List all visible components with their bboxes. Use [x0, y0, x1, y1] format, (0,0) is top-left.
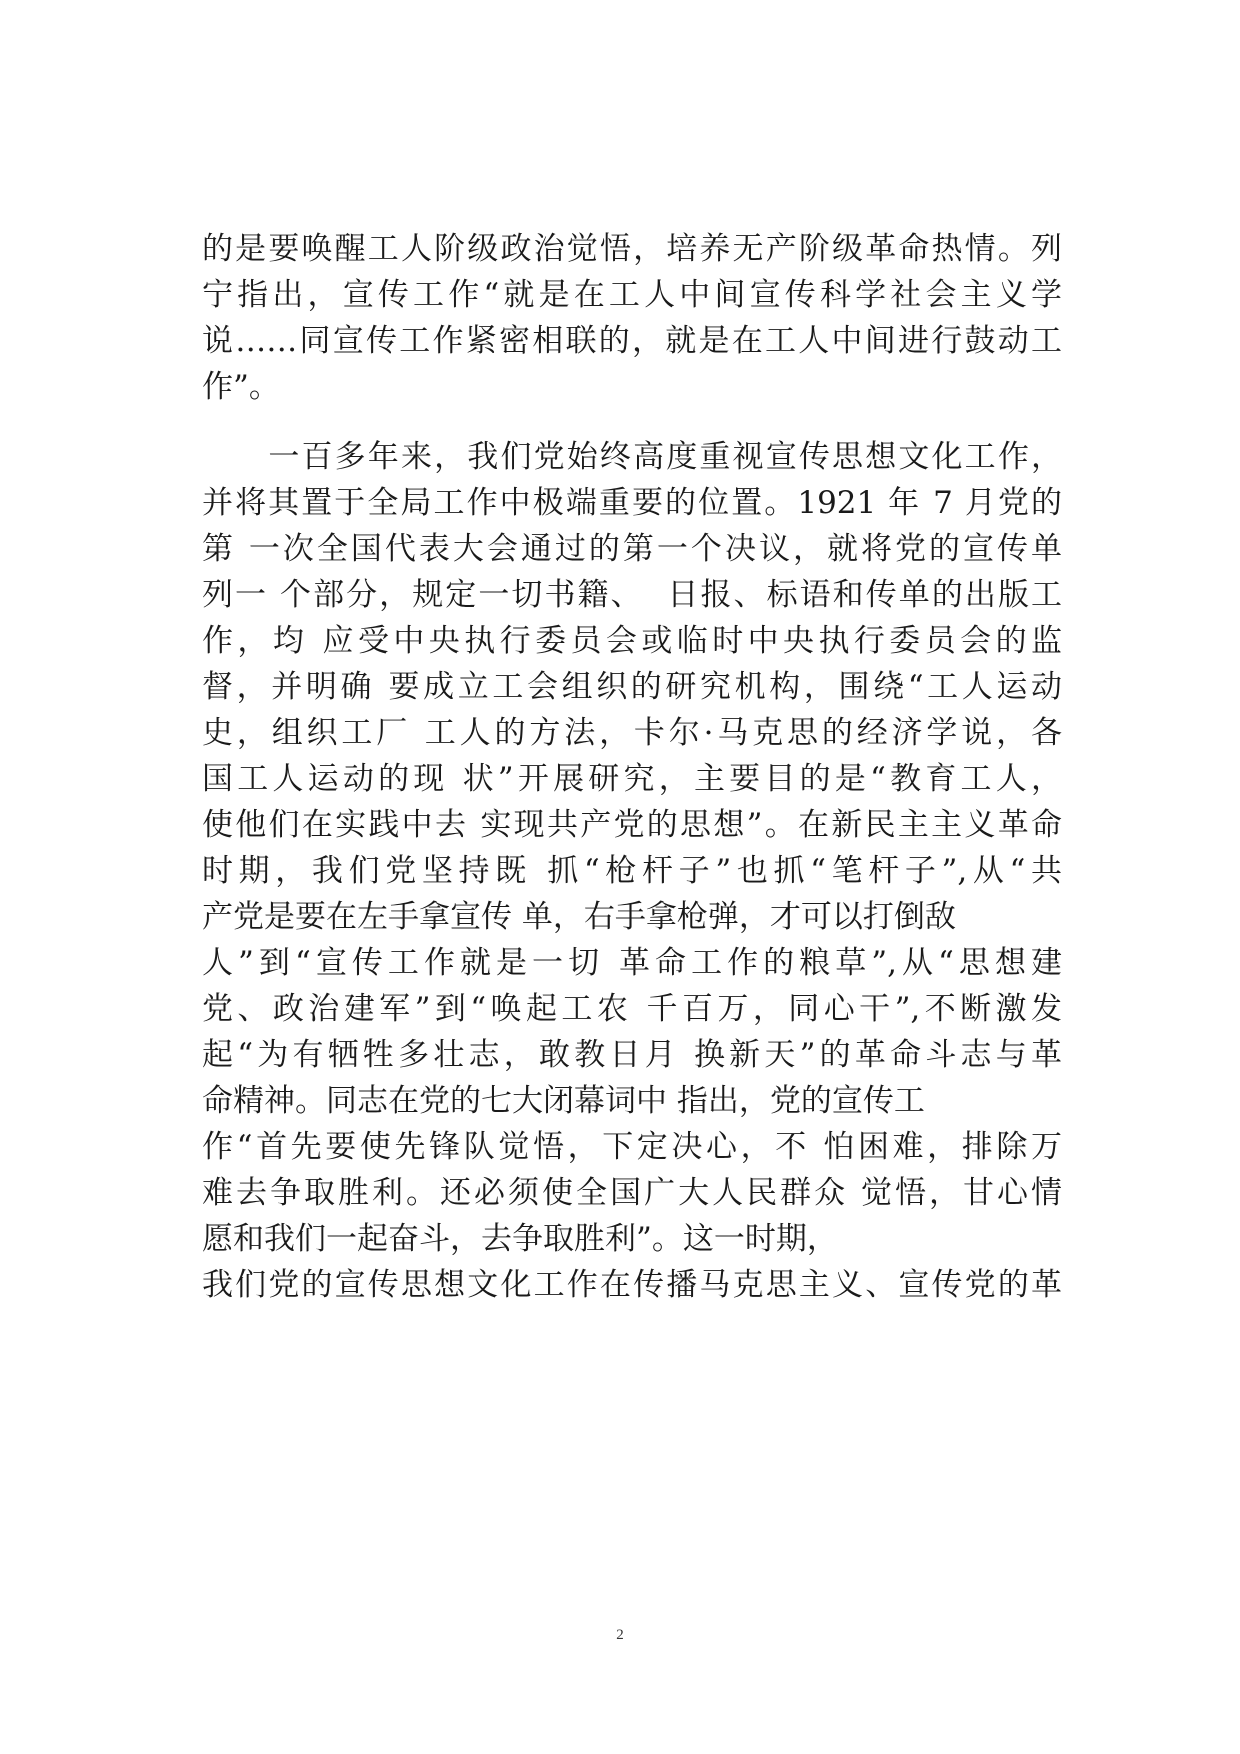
text-line: 列一 个部分，规定一切书籍、 日报、标语和传单的出版工	[202, 577, 1062, 613]
text-line: 的是要唤醒工人阶级政治觉悟，培养无产阶级革命热情。列	[202, 231, 1062, 267]
paragraph	[202, 434, 1062, 1308]
text-line: 宁指出，宣传工作“就是在工人中间宣传科学社会主义学	[202, 277, 1062, 313]
text-line: 人”到“宣传工作就是一切 革命工作的粮草”,从“思想建	[202, 945, 1062, 981]
text-line: 起“为有牺牲多壮志，敢教日月 换新天”的革命斗志与革	[202, 1037, 1062, 1073]
text-line: 使他们在实践中去 实现共产党的思想”。在新民主主义革命	[202, 807, 1062, 843]
text-line: 督，并明确 要成立工会组织的研究机构，围绕“工人运动	[202, 669, 1062, 705]
text-line: 说……同宣传工作紧密相联的，就是在工人中间进行鼓动工	[202, 323, 1062, 359]
text-line: 并将其置于全局工作中极端重要的位置。1921 年 7 月党的	[202, 485, 1062, 521]
text-line: 党、政治建军”到“唤起工农 千百万，同心干”,不断激发	[202, 991, 1062, 1027]
text-line: 一百多年来，我们党始终高度重视宣传思想文化工作，	[202, 439, 1062, 475]
paragraph-gap	[202, 410, 1062, 434]
text-line: 命精神。同志在党的七大闭幕词中 指出，党的宣传工	[202, 1083, 925, 1119]
text-line: 难去争取胜利。还必须使全国广大人民群众 觉悟，甘心情	[202, 1175, 1062, 1211]
text-line: 史，组织工厂 工人的方法，卡尔·马克思的经济学说，各	[202, 715, 1062, 751]
text-line: 作，均 应受中央执行委员会或临时中央执行委员会的监	[202, 623, 1062, 659]
page-number: 2	[616, 1627, 624, 1643]
paragraph	[202, 226, 1062, 410]
text-line: 我们党的宣传思想文化工作在传播马克思主义、宣传党的革	[202, 1267, 1062, 1303]
text-line: 愿和我们一起奋斗，去争取胜利”。这一时期，	[202, 1221, 838, 1257]
text-line: 作”。	[202, 369, 280, 405]
text-line: 国工人运动的现 状”开展研究，主要目的是“教育工人，	[202, 761, 1062, 797]
text-line: 作“首先要使先锋队觉悟，下定决心，不 怕困难，排除万	[202, 1129, 1062, 1165]
text-line: 时期，我们党坚持既 抓“枪杆子”也抓“笔杆子”,从“共	[202, 853, 1062, 889]
text-line: 第 一次全国代表大会通过的第一个决议，就将党的宣传单	[202, 531, 1062, 567]
body-text	[202, 226, 1062, 1308]
text-line: 产党是要在左手拿宣传 单，右手拿枪弹，才可以打倒敌	[202, 899, 956, 935]
